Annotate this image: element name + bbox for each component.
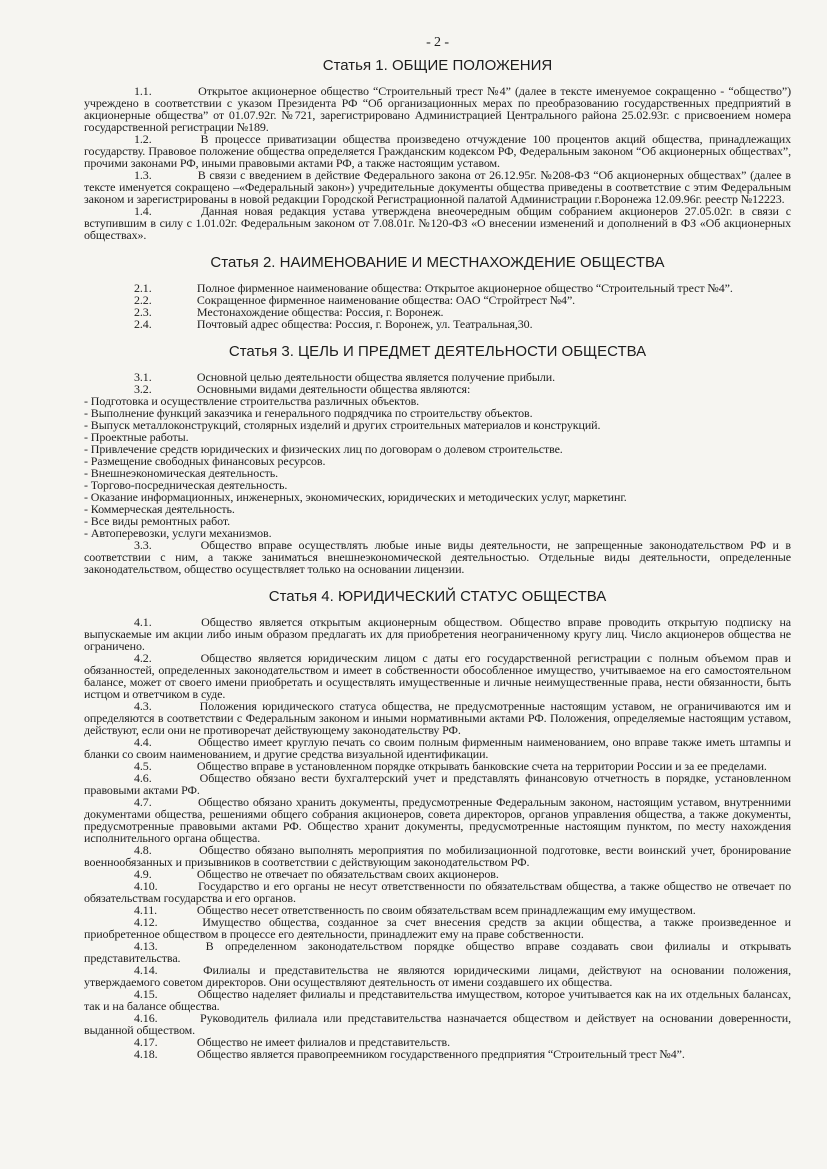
clause-number: 4.8. bbox=[134, 843, 152, 857]
article-title: Статья 3. ЦЕЛЬ И ПРЕДМЕТ ДЕЯТЕЛЬНОСТИ ОБЩЕСТВА bbox=[228, 343, 647, 360]
article-section bbox=[84, 344, 791, 575]
article-section bbox=[84, 58, 791, 241]
clause bbox=[84, 205, 791, 241]
clause bbox=[84, 318, 791, 330]
clause-text: Сокращенное фирменное наименование общества: ОАО “Стройтрест №4”. bbox=[196, 293, 576, 307]
clause-number: 4.17. bbox=[134, 1035, 158, 1049]
clause-number: 1.4. bbox=[134, 204, 152, 218]
article-section bbox=[84, 255, 791, 330]
activity-list-item: - Автоперевозки, услуги механизмов. bbox=[84, 527, 791, 539]
clause-number: 4.3. bbox=[134, 699, 152, 713]
clause bbox=[84, 169, 791, 205]
clause bbox=[84, 133, 791, 169]
article-title: Статья 4. ЮРИДИЧЕСКИЙ СТАТУС ОБЩЕСТВА bbox=[268, 588, 607, 605]
clause-number: 4.10. bbox=[134, 879, 158, 893]
clause bbox=[84, 1048, 791, 1060]
clause-text: Общество несет ответственность по своим обязательствам всем принадлежащим ему имуществом. bbox=[196, 903, 696, 917]
clause-number: 4.13. bbox=[134, 939, 158, 953]
clause bbox=[84, 736, 791, 760]
clause-number: 2.4. bbox=[134, 317, 152, 331]
activity-list-item: - Подготовка и осуществление строительства различных объектов. bbox=[84, 395, 791, 407]
clause bbox=[84, 85, 791, 133]
article-title: Статья 2. НАИМЕНОВАНИЕ И МЕСТНАХОЖДЕНИЕ ОБЩЕСТВА bbox=[210, 254, 665, 271]
clause bbox=[84, 916, 791, 940]
clause bbox=[84, 652, 791, 700]
clause-number: 2.1. bbox=[134, 281, 152, 295]
activity-list-item: - Размещение свободных финансовых ресурсов. bbox=[84, 455, 791, 467]
clause-text: Общество является открытым акционерным обществом. Общество вправе проводить открытую подписку на выпускаемые им акции либо иным образом предлагать их для приобретения неограниченному кругу лиц. Число акционеров общества не ограничено. bbox=[84, 615, 791, 653]
clause bbox=[84, 772, 791, 796]
clause-text: Общество обязано вести бухгалтерский учет и представлять финансовую отчетность в порядке, установленном правовыми актами РФ. bbox=[84, 771, 792, 797]
clause-text: Открытое акционерное общество “Строительный трест №4” (далее в тексте именуемое сокращенно - “общество”) учреждено в соответствии с указом Президента РФ “Об организационных мерах по преобразованию государственных предприятий в акционерные общества” от 01.07.92г. №721, зарегистрировано Администрацией Центрального района 25.02.93г. с присвоением номера государственной регистрации №189. bbox=[84, 84, 791, 134]
clause-text: Основной целью деятельности общества является получение прибыли. bbox=[196, 370, 555, 384]
clause-text: Основными видами деятельности общества являются: bbox=[196, 382, 471, 396]
clause-number: 3.2. bbox=[134, 382, 152, 396]
clause-text: Местонахождение общества: Россия, г. Воронеж. bbox=[196, 305, 444, 319]
clause-text: Общество вправе в установленном порядке открывать банковские счета на территории России и за ее пределами. bbox=[196, 759, 767, 773]
page-number: - 2 - bbox=[426, 35, 449, 50]
clause-text: Общество вправе осуществлять любые иные виды деятельности, не запрещенные законодательством РФ и в соответствии с ним, а также заниматься внешнеэкономической деятельностью. Отдельные виды деятельности, определенные законодательством, общество осуществляет только на основании лицензии. bbox=[84, 538, 791, 576]
clause-number: 2.2. bbox=[134, 293, 152, 307]
clause-number: 4.7. bbox=[134, 795, 152, 809]
clause-text: Имущество общества, созданное за счет внесения средств за акции общества, а также произведенное и приобретенное обществом в процессе его деятельности, принадлежит ему на праве собственности. bbox=[84, 915, 791, 941]
clause-number: 4.18. bbox=[134, 1047, 158, 1061]
clause-number: 4.2. bbox=[134, 651, 152, 665]
clause-number: 4.12. bbox=[134, 915, 158, 929]
clause-text: Положения юридического статуса общества, не предусмотренные настоящим уставом, не ограничиваются им и определяются в соответствии с Федеральным законом и иными нормативными актами РФ. Положения, определяемые настоящим уставом, действуют, если они не противоречат действующему законодательству РФ. bbox=[84, 699, 792, 737]
clause bbox=[84, 1012, 791, 1036]
activity-list-item: - Торгово-посредническая деятельность. bbox=[84, 479, 791, 491]
clause-number: 4.16. bbox=[134, 1011, 158, 1025]
clause-text: Руководитель филиала или представительства назначается обществом и действует на основании доверенности, выданной обществом. bbox=[84, 1011, 792, 1037]
clause-text: Филиалы и представительства не являются юридическими лицами, действуют на основании положения, утверждаемого советом директоров. Они осуществляют деятельность от имени создавшего их общества. bbox=[84, 963, 791, 989]
clause-number: 3.1. bbox=[134, 370, 152, 384]
clause-text: Государство и его органы не несут ответственности по обязательствам общества, а также общество не отвечает по обязательствам государства и его органов. bbox=[84, 879, 791, 905]
clause bbox=[84, 940, 791, 964]
activity-list-item: - Внешнеэкономическая деятельность. bbox=[84, 467, 791, 479]
clause-text: Данная новая редакция устава утверждена внеочередным общим собранием акционеров 27.05.02г. в связи с вступившим в силу с 1.01.02г. Федеральным законом от 7.08.01г. №120-ФЗ «О внесении изменений и дополнений в ФЗ «Об акционерных обществах». bbox=[84, 204, 791, 242]
clause-number: 4.9. bbox=[134, 867, 152, 881]
clause bbox=[84, 880, 791, 904]
clause bbox=[84, 539, 791, 575]
clause-number: 4.14. bbox=[134, 963, 158, 977]
clause-text: Общество не отвечает по обязательствам своих акционеров. bbox=[196, 867, 499, 881]
clause-text: Общество имеет круглую печать со своим полным фирменным наименованием, оно вправе также иметь штампы и бланки со своим наименованием, и другие средства визуальной идентификации. bbox=[84, 735, 791, 761]
clause-text: Общество обязано хранить документы, предусмотренные Федеральным законом, настоящим уставом, внутренними документами общества, решениями общего собрания акционеров, совета директоров, органов управления общества, а также документы, предусмотренные правовыми актами РФ. Общество хранит документы, предусмотренные настоящим пунктом, по месту нахождения исполнительного органа общества. bbox=[84, 795, 791, 845]
clause-text: Полное фирменное наименование общества: Открытое акционерное общество “Строительный трест №4”. bbox=[196, 281, 733, 295]
clause-number: 4.1. bbox=[134, 615, 152, 629]
clause-number: 2.3. bbox=[134, 305, 152, 319]
clause-text: Общество наделяет филиалы и представительства имуществом, которое учитывается как на их отдельных балансах, так и на балансе общества. bbox=[84, 987, 791, 1013]
activity-list-item: - Выпуск металлоконструкций, столярных изделий и других строительных материалов и конструкций. bbox=[84, 419, 791, 431]
clause-number: 4.4. bbox=[134, 735, 152, 749]
clause-number: 1.2. bbox=[134, 132, 152, 146]
activity-list-item: - Коммерческая деятельность. bbox=[84, 503, 791, 515]
activity-list-item: - Выполнение функций заказчика и генерального подрядчика по строительству объектов. bbox=[84, 407, 791, 419]
activity-list-item: - Все виды ремонтных работ. bbox=[84, 515, 791, 527]
clause-number: 3.3. bbox=[134, 538, 152, 552]
clause bbox=[84, 964, 791, 988]
clause bbox=[84, 700, 791, 736]
clause-text: В связи с введением в действие Федерального закона от 26.12.95г. №208-ФЗ “Об акционерных обществах” (далее в тексте именуется сокращено –«Федеральный закон») учредительные документы общества приведены в соответствие с этим Федеральным законом и зарегистрированы в новой редакции Городской Регистрационной палатой Администрации г.Воронежа 12.09.96г. реестр №12223. bbox=[84, 168, 791, 206]
clause bbox=[84, 796, 791, 844]
activity-list-item: - Проектные работы. bbox=[84, 431, 791, 443]
document-body bbox=[84, 58, 791, 1060]
clause-text: Почтовый адрес общества: Россия, г. Воронеж, ул. Театральная,30. bbox=[196, 317, 533, 331]
activity-list-item: - Привлечение средств юридических и физических лиц по договорам о долевом строительстве. bbox=[84, 443, 791, 455]
clause-number: 1.1. bbox=[134, 84, 152, 98]
clause-text: Общество является юридическим лицом с даты его государственной регистрации с полным объемом прав и обязанностей, определенных законодательством и имеет в собственности обособленное имущество, учитываемое на его самостоятельном балансе, может от своего имени приобретать и осуществлять имущественные и личные неимущественные права, нести обязанности, быть истцом и ответчиком в суде. bbox=[84, 651, 792, 701]
clause bbox=[84, 616, 791, 652]
activity-list-item: - Оказание информационных, инженерных, экономических, юридических и методических услуг, маркетинг. bbox=[84, 491, 791, 503]
clause-text: В процессе приватизации общества произведено отчуждение 100 процентов акций общества, принадлежащих государству. Правовое положение общества определяется Гражданским кодексом РФ, Федеральным законом “Об акционерных обществах”, прочими законами РФ, иными правовыми актами РФ, а также настоящим уставом. bbox=[84, 132, 791, 170]
clause-text: Общество является правопреемником государственного предприятия “Строительный трест №4”. bbox=[196, 1047, 685, 1061]
clause-text: Общество обязано выполнять мероприятия по мобилизационной подготовке, вести воинский учет, бронирование военнообязанных и призывников в соответствии с действующим законодательством РФ. bbox=[84, 843, 791, 869]
clause bbox=[84, 844, 791, 868]
clause-number: 4.11. bbox=[134, 903, 158, 917]
clause-number: 4.5. bbox=[134, 759, 152, 773]
clause-number: 4.6. bbox=[134, 771, 152, 785]
clause-number: 1.3. bbox=[134, 168, 152, 182]
clause-number: 4.15. bbox=[134, 987, 158, 1001]
clause-text: В определенном законодательством порядке общество вправе создавать свои филиалы и открывать представительства. bbox=[84, 939, 792, 965]
clause bbox=[84, 988, 791, 1012]
article-title: Статья 1. ОБЩИЕ ПОЛОЖЕНИЯ bbox=[322, 57, 553, 74]
clause-text: Общество не имеет филиалов и представительств. bbox=[196, 1035, 450, 1049]
article-section bbox=[84, 589, 791, 1060]
